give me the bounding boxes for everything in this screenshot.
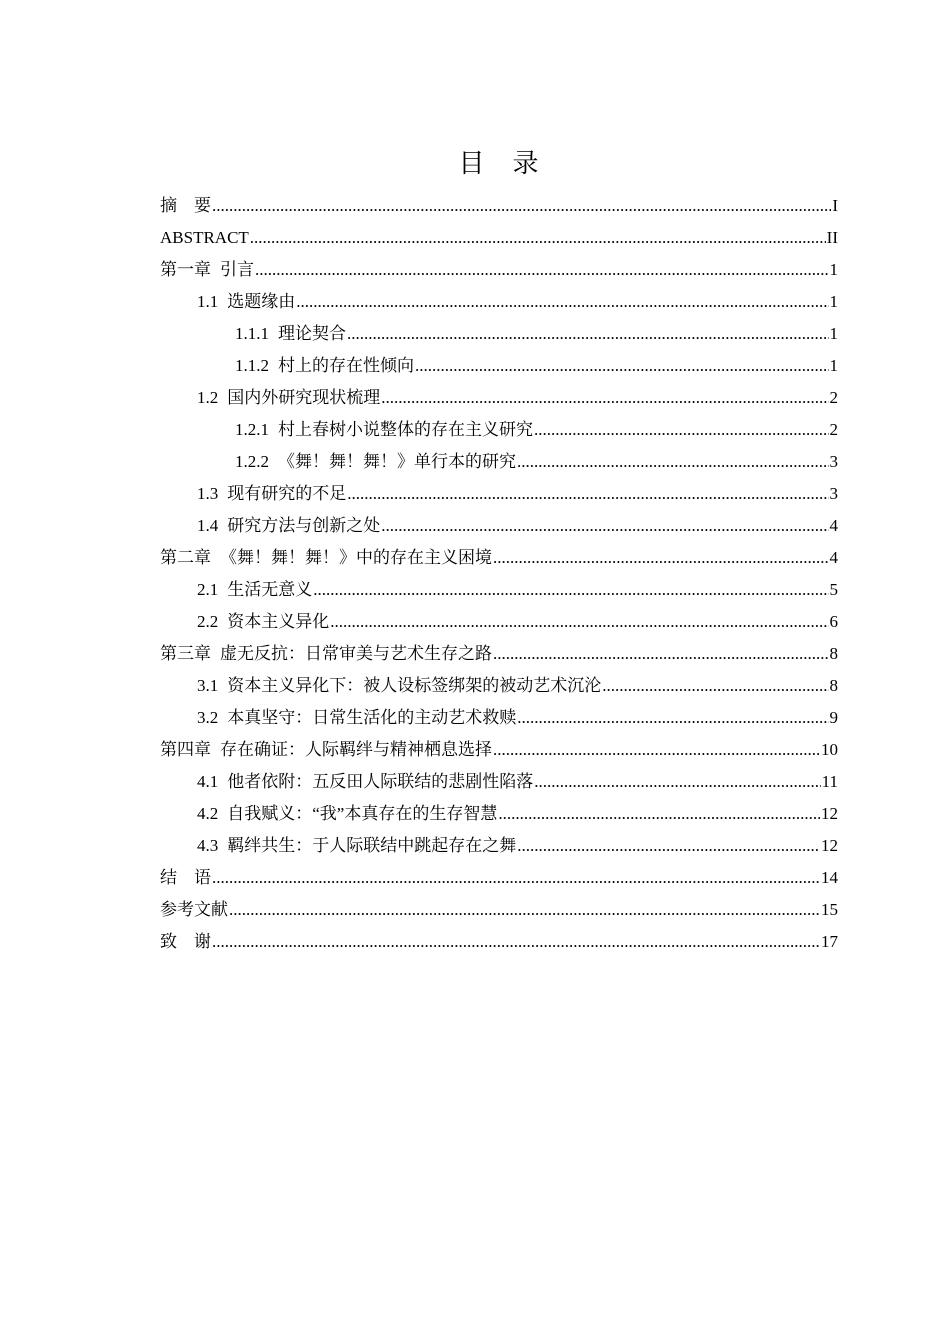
toc-entry-page: I bbox=[832, 196, 838, 215]
toc-entry-label bbox=[160, 190, 211, 222]
toc-entry-page: 8 bbox=[829, 644, 838, 663]
toc-entry[interactable] bbox=[160, 318, 838, 350]
toc-entry-page: 3 bbox=[829, 452, 838, 471]
toc-entry-page: 4 bbox=[829, 516, 838, 535]
toc-entry[interactable] bbox=[160, 830, 838, 862]
toc-entry-text: 自我赋义：“我”本真存在的生存智慧 bbox=[227, 804, 498, 823]
toc-entry-text: 国内外研究现状梳理 bbox=[227, 388, 381, 407]
toc-title-part2: 录 bbox=[512, 149, 539, 178]
toc-entry-number: 2.1 bbox=[197, 580, 219, 599]
toc-dot-leader bbox=[381, 382, 828, 414]
toc-entry-label bbox=[160, 862, 211, 894]
toc-entry-number: 1.2.2 bbox=[235, 452, 269, 471]
toc-dot-leader bbox=[493, 638, 829, 670]
toc-dot-leader bbox=[212, 862, 820, 894]
toc-entry-page: 12 bbox=[821, 836, 838, 855]
toc-entry-text: 理论契合 bbox=[278, 324, 346, 343]
toc-entry-page: 1 bbox=[829, 292, 838, 311]
toc-entry[interactable] bbox=[160, 606, 838, 638]
toc-entry[interactable] bbox=[160, 286, 838, 318]
toc-entry-text: 他者依附：五反田人际联结的悲剧性陷落 bbox=[227, 772, 534, 791]
toc-entry[interactable] bbox=[160, 446, 838, 478]
toc-entry-text: 村上春树小说整体的存在主义研究 bbox=[278, 420, 533, 439]
toc-entry[interactable] bbox=[160, 894, 838, 926]
toc-entry[interactable] bbox=[160, 670, 838, 702]
toc-entry-text: 研究方法与创新之处 bbox=[227, 516, 381, 535]
toc-entry-page: 14 bbox=[821, 868, 838, 887]
toc-entry[interactable] bbox=[160, 798, 838, 830]
toc-entry-page: 17 bbox=[821, 932, 838, 951]
toc-entry-page: 1 bbox=[829, 260, 838, 279]
toc-entry-label bbox=[160, 254, 254, 286]
toc-entry[interactable] bbox=[160, 926, 838, 958]
toc-entry-page: II bbox=[826, 228, 838, 247]
toc-entry-label bbox=[197, 670, 601, 702]
toc-entry-label bbox=[160, 894, 228, 926]
toc-entry-number: 1.2 bbox=[197, 388, 219, 407]
toc-dot-leader bbox=[347, 478, 828, 510]
toc-entry-label bbox=[235, 350, 414, 382]
toc-entry-number: 4.2 bbox=[197, 804, 219, 823]
toc-entry-page: 15 bbox=[821, 900, 838, 919]
toc-entry[interactable] bbox=[160, 862, 838, 894]
toc-entry-label bbox=[235, 414, 533, 446]
toc-entry-label bbox=[160, 222, 249, 254]
toc-entry[interactable] bbox=[160, 510, 838, 542]
toc-dot-leader bbox=[250, 222, 826, 254]
toc-entry[interactable] bbox=[160, 702, 838, 734]
toc-entry-label bbox=[197, 510, 380, 542]
toc-entry-text: 资本主义异化 bbox=[227, 612, 330, 631]
toc-entry-number: 2.2 bbox=[197, 612, 219, 631]
toc-entry-number: 1.4 bbox=[197, 516, 219, 535]
toc-dot-leader bbox=[498, 798, 820, 830]
toc-entry-text: 引言 bbox=[220, 260, 254, 279]
toc-entry-text: 结 语 bbox=[160, 868, 211, 887]
toc-entry-text: 选题缘由 bbox=[227, 292, 296, 311]
toc-entry[interactable] bbox=[160, 734, 838, 766]
toc-entry-page: 12 bbox=[821, 804, 838, 823]
toc-dot-leader bbox=[229, 894, 820, 926]
toc-entry-number: 1.1.2 bbox=[235, 356, 269, 375]
toc-dot-leader bbox=[313, 574, 828, 606]
toc-entry-number: 1.1 bbox=[197, 292, 219, 311]
toc-entry-text: 《舞！舞！舞！》单行本的研究 bbox=[278, 452, 516, 471]
toc-dot-leader bbox=[493, 542, 829, 574]
toc-entry[interactable] bbox=[160, 190, 838, 222]
toc-entry-text: 资本主义异化下：被人设标签绑架的被动艺术沉沦 bbox=[227, 676, 602, 695]
toc-entry-label bbox=[197, 286, 295, 318]
toc-entry-text: 村上的存在性倾向 bbox=[278, 356, 414, 375]
toc-entry-page: 1 bbox=[829, 324, 838, 343]
toc-dot-leader bbox=[602, 670, 828, 702]
toc-entry-page: 11 bbox=[821, 772, 838, 791]
toc-entry-number: 第三章 bbox=[160, 644, 211, 663]
toc-entry-number: 1.2.1 bbox=[235, 420, 269, 439]
toc-entry-label bbox=[160, 638, 492, 670]
toc-entry[interactable] bbox=[160, 414, 838, 446]
toc-entry-number: 第一章 bbox=[160, 260, 211, 279]
toc-entry[interactable] bbox=[160, 478, 838, 510]
toc-entry-label bbox=[197, 606, 329, 638]
toc-entry-number: 第四章 bbox=[160, 740, 211, 759]
toc-entry-label bbox=[160, 542, 492, 574]
toc-entry-text: ABSTRACT bbox=[160, 228, 249, 247]
toc-entry-label bbox=[235, 446, 516, 478]
toc-entry-label bbox=[160, 926, 211, 958]
toc-dot-leader bbox=[415, 350, 829, 382]
toc-entry-number: 1.3 bbox=[197, 484, 219, 503]
toc-entry[interactable] bbox=[160, 574, 838, 606]
toc-dot-leader bbox=[493, 734, 820, 766]
toc-entry-page: 8 bbox=[829, 676, 838, 695]
toc-dot-leader bbox=[296, 286, 828, 318]
toc-dot-leader bbox=[212, 190, 831, 222]
toc-dot-leader bbox=[517, 830, 820, 862]
toc-entry[interactable] bbox=[160, 638, 838, 670]
toc-entry[interactable] bbox=[160, 766, 838, 798]
toc-entry[interactable] bbox=[160, 382, 838, 414]
toc-list bbox=[160, 190, 838, 958]
toc-entry[interactable] bbox=[160, 542, 838, 574]
toc-entry-page: 2 bbox=[829, 420, 838, 439]
toc-dot-leader bbox=[534, 414, 829, 446]
toc-entry-label bbox=[197, 766, 533, 798]
toc-entry-label bbox=[197, 478, 346, 510]
toc-title bbox=[0, 146, 950, 182]
toc-dot-leader bbox=[381, 510, 828, 542]
toc-entry-label bbox=[197, 830, 516, 862]
toc-entry-page: 2 bbox=[829, 388, 838, 407]
toc-entry-text: 存在确证：人际羁绊与精神栖息选择 bbox=[220, 740, 492, 759]
toc-entry-label bbox=[197, 382, 380, 414]
toc-entry-label bbox=[197, 574, 312, 606]
toc-entry-page: 6 bbox=[829, 612, 838, 631]
toc-entry[interactable] bbox=[160, 350, 838, 382]
toc-dot-leader bbox=[534, 766, 820, 798]
toc-dot-leader bbox=[212, 926, 820, 958]
toc-dot-leader bbox=[517, 702, 828, 734]
toc-entry[interactable] bbox=[160, 222, 838, 254]
toc-entry-text: 虚无反抗：日常审美与艺术生存之路 bbox=[220, 644, 492, 663]
toc-entry-number: 第二章 bbox=[160, 548, 211, 567]
toc-entry-label bbox=[197, 702, 516, 734]
toc-entry-text: 致 谢 bbox=[160, 932, 211, 951]
toc-entry-page: 9 bbox=[829, 708, 838, 727]
toc-dot-leader bbox=[255, 254, 829, 286]
toc-entry-label bbox=[197, 798, 497, 830]
toc-dot-leader bbox=[517, 446, 829, 478]
toc-dot-leader bbox=[330, 606, 828, 638]
toc-entry-number: 4.1 bbox=[197, 772, 219, 791]
toc-entry-page: 5 bbox=[829, 580, 838, 599]
toc-entry-text: 现有研究的不足 bbox=[227, 484, 347, 503]
toc-entry-text: 生活无意义 bbox=[227, 580, 313, 599]
toc-entry-page: 1 bbox=[829, 356, 838, 375]
toc-entry-number: 3.2 bbox=[197, 708, 219, 727]
toc-entry-label bbox=[160, 734, 492, 766]
toc-title-part1: 目 bbox=[458, 149, 485, 178]
toc-entry-page: 3 bbox=[829, 484, 838, 503]
toc-entry-text: 《舞！舞！舞！》中的存在主义困境 bbox=[220, 548, 492, 567]
toc-entry-number: 1.1.1 bbox=[235, 324, 269, 343]
toc-entry-label bbox=[235, 318, 346, 350]
toc-entry-text: 摘 要 bbox=[160, 196, 211, 215]
toc-entry-page: 10 bbox=[821, 740, 838, 759]
toc-entry[interactable] bbox=[160, 254, 838, 286]
toc-dot-leader bbox=[347, 318, 829, 350]
toc-entry-number: 3.1 bbox=[197, 676, 219, 695]
toc-entry-text: 参考文献 bbox=[160, 900, 228, 919]
toc-entry-number: 4.3 bbox=[197, 836, 219, 855]
toc-entry-text: 本真坚守：日常生活化的主动艺术救赎 bbox=[227, 708, 517, 727]
toc-entry-text: 羁绊共生：于人际联结中跳起存在之舞 bbox=[227, 836, 517, 855]
toc-entry-page: 4 bbox=[829, 548, 838, 567]
